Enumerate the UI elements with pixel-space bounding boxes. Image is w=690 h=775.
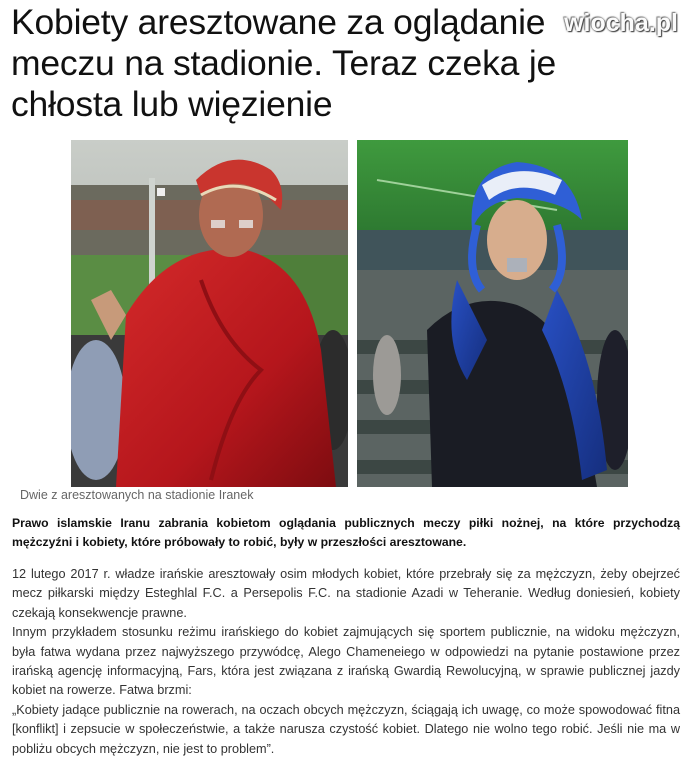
article-lead: Prawo islamskie Iranu zabrania kobietom oglądania publicznych meczy piłki nożnej, na które przychodzą mężczyźni i kobiety, które próbowały to robić, były w przeszłości aresztowane. (12, 516, 680, 549)
photo-caption: Dwie z aresztowanych na stadionie Iranek (20, 488, 254, 502)
paragraph-fatwa: Innym przykładem stosunku reżimu irańskiego do kobiet zajmujących się sportem publicznie, na widoku mężczyzn, była fatwa wydana przez najwyższego przywódcę, Alego Chameneiego w odpowiedzi na pytanie postawione przez irańską agencję informacyjną, Fars, która jest związana z irańską Gwardią Rewolucyjną, w sprawie publicznej jazdy kobiet na rowerze. Fatwa brzmi: (12, 625, 680, 698)
paragraph-arrests: 12 lutego 2017 r. władze irańskie aresztowały osim młodych kobiet, które przebrały się za mężczyzn, żeby obejrzeć mecz piłkarski między Esteghlal F.C. a Persepolis F.C. na stadionie Azadi w Teheranie. Według doniesień, kobiety czekają konsekwencje prawne. (12, 567, 680, 620)
article-body (12, 565, 680, 759)
paragraph-quote: „Kobiety jadące publicznie na rowerach, na oczach obcych mężczyzn, ściągają ich uwagę, co może spowodować fitna [konflikt] i zepsucie w społeczeństwie, a także narusza czystość kobiet. Dlatego nie wolno tego robić. Jeśli nie ma w pobliżu obcych mężczyzn, nie jest to problem”. (12, 702, 680, 756)
article-headline: Kobiety aresztowane za oglądanie meczu na stadionie. Teraz czeka je chłosta lub więzienie (11, 2, 557, 124)
photo-woman-blue-hat (357, 140, 628, 487)
site-watermark: wiocha.pl (564, 9, 678, 37)
photo-woman-red-flag (71, 140, 348, 487)
